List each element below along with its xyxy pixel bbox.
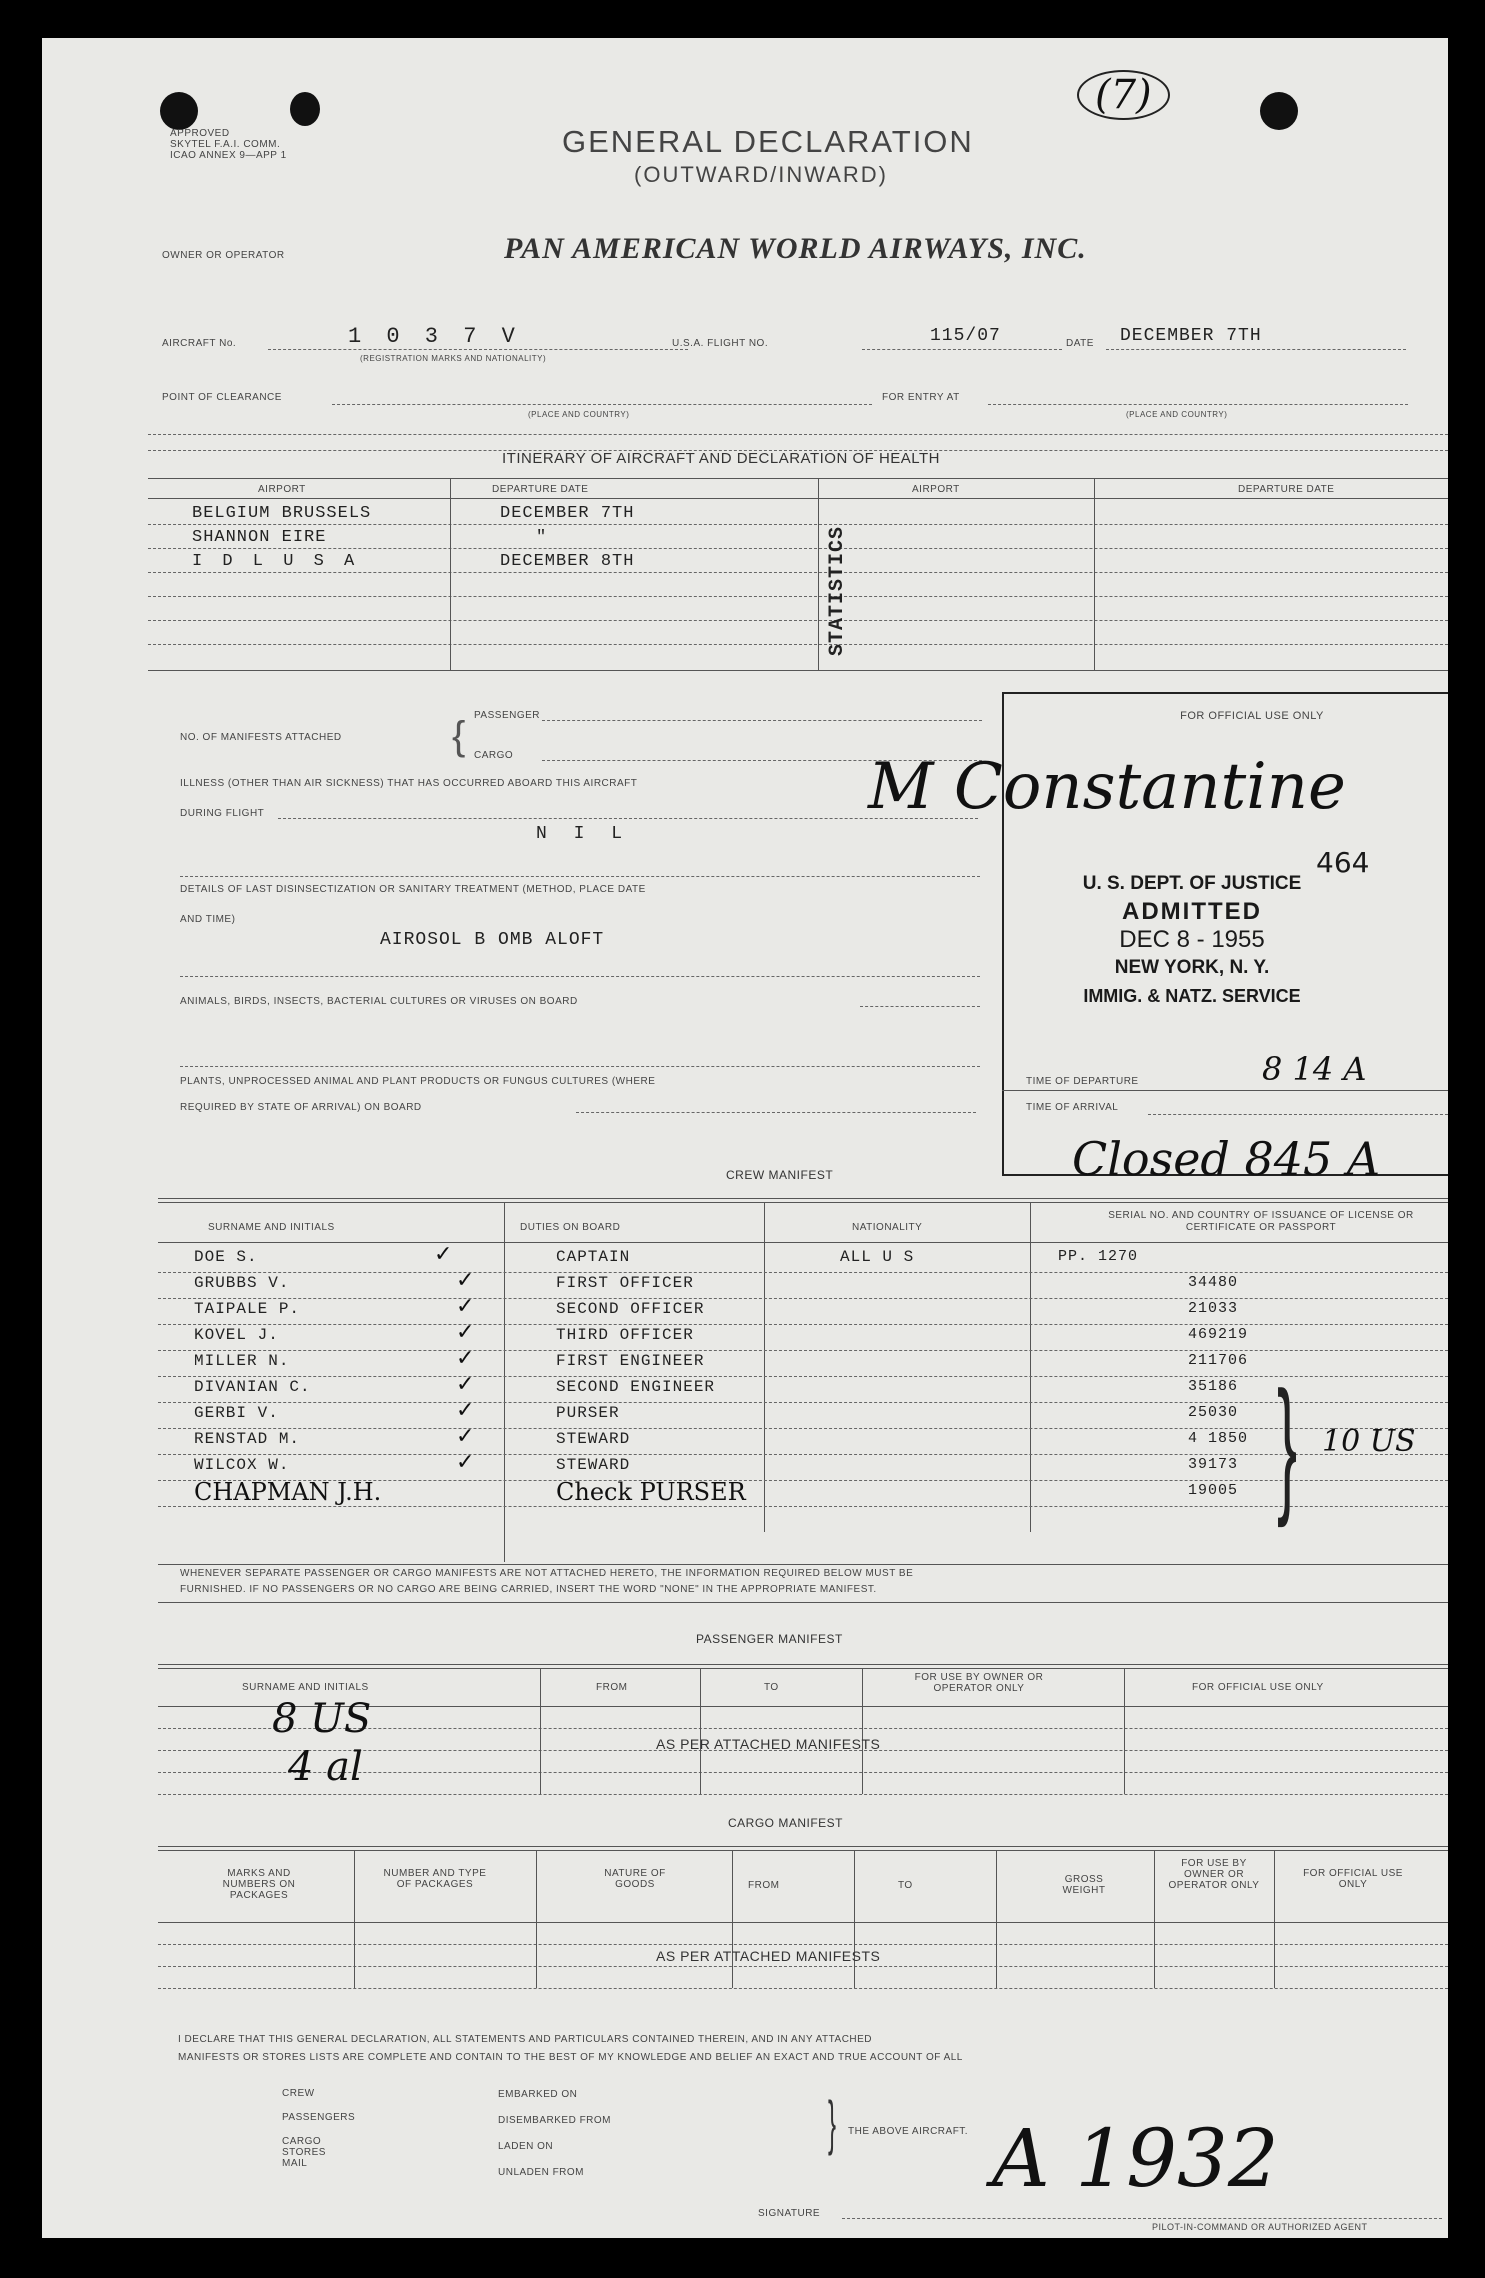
crew-serial: 469219 bbox=[1188, 1326, 1249, 1343]
pilot-signature: A 1932 bbox=[992, 2112, 1279, 2205]
itinerary-heading: ITINERARY OF AIRCRAFT AND DECLARATION OF HEALTH bbox=[502, 450, 941, 467]
declaration-left: CREW PASSENGERS CARGO STORES MAIL bbox=[282, 2088, 356, 2169]
statistics-stamp: STATISTICS bbox=[826, 525, 849, 656]
crew-name: TAIPALE P. bbox=[194, 1300, 301, 1318]
crew-name: DOE S. bbox=[194, 1248, 258, 1266]
crew-duty: STEWARD bbox=[556, 1456, 631, 1474]
official-use-label: FOR OFFICIAL USE ONLY bbox=[1180, 710, 1324, 722]
clearance-caption: (PLACE AND COUNTRY) bbox=[528, 410, 630, 419]
passenger-hand-1: 8 US bbox=[272, 1696, 372, 1742]
crew-serial: 35186 bbox=[1188, 1378, 1239, 1395]
departure-time-label: TIME OF DEPARTURE bbox=[1026, 1076, 1139, 1087]
passenger-col-official: FOR OFFICIAL USE ONLY bbox=[1192, 1682, 1324, 1693]
entry-caption: (PLACE AND COUNTRY) bbox=[1126, 410, 1228, 419]
clearance-label: POINT OF CLEARANCE bbox=[162, 392, 282, 403]
manifests-label: NO. OF MANIFESTS ATTACHED bbox=[180, 732, 342, 743]
aircraft-registration: 1 0 3 7 V bbox=[348, 324, 521, 349]
owner-label: OWNER OR OPERATOR bbox=[162, 250, 285, 261]
crew-note-2: FURNISHED. IF NO PASSENGERS OR NO CARGO ARE BEING CARRIED, INSERT THE WORD "NONE" IN THE APPROPRIATE MANIFEST. bbox=[180, 1584, 877, 1595]
cargo-col-number: NUMBER AND TYPE OF PACKAGES bbox=[383, 1868, 487, 1890]
stamp-number: 464 bbox=[1316, 846, 1370, 879]
illness-label: ILLNESS (OTHER THAN AIR SICKNESS) THAT HAS OCCURRED ABOARD THIS AIRCRAFT bbox=[180, 778, 638, 789]
passenger-attached: AS PER ATTACHED MANIFESTS bbox=[656, 1736, 881, 1752]
itinerary-date-1: DECEMBER 7TH bbox=[500, 504, 635, 523]
itinerary-col-airport: AIRPORT bbox=[258, 484, 306, 495]
crew-duty: FIRST ENGINEER bbox=[556, 1352, 705, 1370]
declaration-right: THE ABOVE AIRCRAFT. bbox=[848, 2126, 969, 2137]
check-mark-icon: ✓ bbox=[456, 1424, 475, 1449]
owner-value: PAN AMERICAN WORLD AIRWAYS, INC. bbox=[504, 232, 1087, 265]
passenger-heading: PASSENGER MANIFEST bbox=[696, 1632, 843, 1646]
crew-serial: 34480 bbox=[1188, 1274, 1239, 1291]
punch-hole bbox=[290, 92, 320, 126]
cargo-attached: AS PER ATTACHED MANIFESTS bbox=[656, 1948, 881, 1964]
manifest-passenger: PASSENGER bbox=[474, 710, 540, 721]
cargo-col-to: TO bbox=[898, 1880, 913, 1891]
flight-label: U.S.A. FLIGHT NO. bbox=[672, 338, 769, 349]
signature-label: SIGNATURE bbox=[758, 2208, 821, 2219]
crew-duty: Check PURSER bbox=[556, 1478, 746, 1506]
declaration-text-1: I DECLARE THAT THIS GENERAL DECLARATION, ALL STATEMENTS AND PARTICULARS CONTAINED THEREIN, AND IN ANY ATTACHED bbox=[178, 2034, 873, 2045]
crew-heading: CREW MANIFEST bbox=[726, 1168, 834, 1182]
page-title: GENERAL DECLARATION bbox=[562, 124, 974, 159]
itinerary-date-2: " bbox=[536, 528, 548, 547]
crew-duty: SECOND OFFICER bbox=[556, 1300, 705, 1318]
check-mark-icon: ✓ bbox=[456, 1346, 475, 1371]
crew-duty: PURSER bbox=[556, 1404, 620, 1422]
cargo-col-from: FROM bbox=[748, 1880, 780, 1891]
check-mark-icon: ✓ bbox=[456, 1450, 475, 1475]
cargo-col-owner: FOR USE BY OWNER OR OPERATOR ONLY bbox=[1168, 1858, 1260, 1891]
crew-name: GRUBBS V. bbox=[194, 1274, 290, 1292]
crew-note-1: WHENEVER SEPARATE PASSENGER OR CARGO MANIFESTS ARE NOT ATTACHED HERETO, THE INFORMATION REQUIRED BELOW MUST BE bbox=[180, 1568, 914, 1579]
crew-serial: 39173 bbox=[1188, 1456, 1239, 1473]
disinsection-label-2: AND TIME) bbox=[180, 914, 236, 925]
crew-name: KOVEL J. bbox=[194, 1326, 279, 1344]
page-subtitle: (OUTWARD/INWARD) bbox=[634, 162, 888, 187]
check-mark-icon: ✓ bbox=[434, 1242, 453, 1267]
declaration-form: APPROVED SKYTEL F.A.I. COMM. ICAO ANNEX 9—APP 1 GENERAL DECLARATION (OUTWARD/INWARD) (7) OWNER OR OPERATOR PAN AMERICAN WORLD AIRWAYS, INC. AIRCRAFT No. 1 0 3 7 V (REGISTRATION MARKS AND NATIONALITY) U.S.A. FLIGHT NO. 115/07 DATE DECEMBER 7TH POINT OF CLEARANCE FOR ENTRY AT (PLACE AND COUNTRY) (PLACE AND COUNTRY) ITINERARY OF AIRCRAFT AND DECLARATION OF HEALTH AIRPORT DEPARTURE DATE AIRPORT DEPARTURE DATE BELGIUM BRUSSELS SHANNON EIRE I D L U S A DECEMBER 7TH " DECEMBER 8TH STATISTICS FOR OFFICIAL USE ONLY M Constantine 464 U. S. DEPT. OF JUSTICE ADMITTED DEC 8 - 1955 NEW YORK, N. Y. IMMIG. & NATZ. SERVICE TIME OF DEPARTURE 8 14 A TIME OF ARRIVAL NO. OF MANIFESTS ATTACHED { PASSENGER CARGO ILLNESS (OTHER THAN AIR SICKNESS) THAT HAS OCCURRED ABOARD THIS AIRCRAFT DURING FLIGHT N I L DETAILS OF LAST DISINSECTIZATION OR SANITARY TREATMENT (METHOD, PLACE DATE AND TIME) AIROSOL B OMB ALOFT ANIMALS, BIRDS, INSECTS, BACTERIAL CULTURES OR VIRUSES ON BOARD PLANTS, UNPROCESSED ANIMAL AND PLANT PRODUCTS OR FUNGUS CULTURES (WHERE REQUIRED BY STATE OF ARRIVAL) ON BOARD CREW MANIFEST Closed 845 A SURNAME AND INITIALS DUTIES ON BOARD NATIONALITY SERIAL NO. AND COUNTRY OF ISSUANCE OF LICENSE OR CERTIFICATE OR PASSPORT DOE S. ✓ CAPTAIN ALL U S PP. 1270 GRUBBS V. ✓ FIRST OFFICER 34480 TAIPALE P. ✓ SECOND OFFICER 21033 KOVEL J. ✓ THIRD OFFICER 469219 MILLER N. ✓ FIRST ENGINEER 211706 DIVANIAN C. ✓ SECOND ENGINEER 35186 GERBI V. ✓ PURSER 25030 RENSTAD M. ✓ STEWARD 4 1850 WILCOX W. ✓ STEWARD 39173 CHAPMAN J.H. Check PURSER 19005 } 10 US WHENEVER SEPARATE PASSENGER OR CARGO MANIFESTS ARE NOT ATTACHED HERETO, THE INFORMATION REQUIRED BELOW MUST BE FURNISHED. IF NO PASSENGERS OR NO CARGO ARE BEING CARRIED, INSERT THE WORD "NONE" IN THE APPROPRIATE MANIFEST. PASSENGER MANIFEST SURNAME AND INITIALS FROM TO FOR USE BY OWNER OR OPERATOR ONLY FOR OFFICIAL USE ONLY AS PER ATTACHED MANIFESTS 8 US 4 al CARGO MANIFEST MARKS AND NUMBERS ON PACKAGES NUMBER AND TYPE OF PACKAGES NATURE OF GOODS FROM TO GROSS WEIGHT FOR USE BY OWNER OR OPERATOR ONLY FOR OFFICIAL USE ONLY AS PER ATTACHED MANIFESTS I DECLARE THAT THIS GENERAL DECLARATION, ALL STATEMENTS AND PARTICULARS CONTAINED THEREIN, AND IN ANY ATTACHED MANIFESTS OR STORES LISTS ARE COMPLETE AND CONTAIN TO THE BEST OF MY KNOWLEDGE AND BELIEF AN EXACT AND TRUE ACCOUNT OF ALL CREW PASSENGERS CARGO STORES MAIL EMBARKED ON DISEMBARKED FROM LADEN ON UNLADEN FROM } THE ABOVE AIRCRAFT. A 1932 SIGNATURE PILOT-IN-COMMAND OR AUTHORIZED AGENT bbox=[42, 38, 1448, 2238]
crew-name: CHAPMAN J.H. bbox=[194, 1478, 382, 1506]
date-label: DATE bbox=[1066, 338, 1094, 349]
passenger-hand-2: 4 al bbox=[288, 1744, 363, 1790]
crew-duty: CAPTAIN bbox=[556, 1248, 631, 1266]
plants-label: PLANTS, UNPROCESSED ANIMAL AND PLANT PRODUCTS OR FUNGUS CULTURES (WHERE bbox=[180, 1076, 656, 1087]
cargo-col-marks: MARKS AND NUMBERS ON PACKAGES bbox=[222, 1868, 296, 1901]
itinerary-airport-3: I D L U S A bbox=[192, 552, 360, 571]
passenger-col-name: SURNAME AND INITIALS bbox=[242, 1682, 369, 1693]
crew-duty: STEWARD bbox=[556, 1430, 631, 1448]
crew-nationality: ALL U S bbox=[840, 1248, 915, 1266]
declaration-text-2: MANIFESTS OR STORES LISTS ARE COMPLETE AND CONTAIN TO THE BEST OF MY KNOWLEDGE AND BELIEF AN EXACT AND TRUE ACCOUNT OF ALL bbox=[178, 2052, 963, 2063]
manifest-cargo: CARGO bbox=[474, 750, 514, 761]
itinerary-col-airport-2: AIRPORT bbox=[912, 484, 960, 495]
crew-brace-note: 10 US bbox=[1322, 1424, 1416, 1459]
crew-serial: 19005 bbox=[1188, 1482, 1239, 1499]
punch-hole bbox=[160, 92, 198, 130]
check-mark-icon: ✓ bbox=[456, 1320, 475, 1345]
flight-number: 115/07 bbox=[930, 326, 1001, 346]
crew-col-name: SURNAME AND INITIALS bbox=[208, 1222, 335, 1233]
check-mark-icon: ✓ bbox=[456, 1398, 475, 1423]
cargo-col-weight: GROSS WEIGHT bbox=[1062, 1874, 1106, 1896]
cargo-heading: CARGO MANIFEST bbox=[728, 1816, 844, 1830]
itinerary-col-departure: DEPARTURE DATE bbox=[492, 484, 589, 495]
check-mark-icon: ✓ bbox=[456, 1268, 475, 1293]
crew-duty: FIRST OFFICER bbox=[556, 1274, 694, 1292]
animals-label: ANIMALS, BIRDS, INSECTS, BACTERIAL CULTURES OR VIRUSES ON BOARD bbox=[180, 996, 578, 1007]
check-mark-icon: ✓ bbox=[456, 1294, 475, 1319]
form-reference: APPROVED SKYTEL F.A.I. COMM. ICAO ANNEX 9—APP 1 bbox=[170, 128, 287, 161]
crew-serial: 4 1850 bbox=[1188, 1430, 1249, 1447]
itinerary-date-3: DECEMBER 8TH bbox=[500, 552, 635, 571]
crew-duty: THIRD OFFICER bbox=[556, 1326, 694, 1344]
plants-label-2: REQUIRED BY STATE OF ARRIVAL) ON BOARD bbox=[180, 1102, 422, 1113]
passenger-col-from: FROM bbox=[596, 1682, 628, 1693]
signature-caption: PILOT-IN-COMMAND OR AUTHORIZED AGENT bbox=[1152, 2222, 1368, 2232]
crew-col-serial: SERIAL NO. AND COUNTRY OF ISSUANCE OF LICENSE OR CERTIFICATE OR PASSPORT bbox=[1108, 1210, 1414, 1233]
closed-note: Closed 845 A bbox=[1072, 1132, 1381, 1186]
entry-label: FOR ENTRY AT bbox=[882, 392, 960, 403]
illness-label-2: DURING FLIGHT bbox=[180, 808, 265, 819]
itinerary-airport-1: BELGIUM BRUSSELS bbox=[192, 504, 372, 523]
crew-name: GERBI V. bbox=[194, 1404, 279, 1422]
crew-serial: 211706 bbox=[1188, 1352, 1249, 1369]
crew-serial: 21033 bbox=[1188, 1300, 1239, 1317]
arrival-time-label: TIME OF ARRIVAL bbox=[1026, 1102, 1119, 1113]
cargo-col-nature: NATURE OF GOODS bbox=[604, 1868, 666, 1890]
crew-name: RENSTAD M. bbox=[194, 1430, 301, 1448]
officer-signature: M Constantine bbox=[868, 750, 1346, 824]
departure-time-value: 8 14 A bbox=[1262, 1050, 1367, 1088]
crew-name: DIVANIAN C. bbox=[194, 1378, 311, 1396]
crew-name: MILLER N. bbox=[194, 1352, 290, 1370]
itinerary-col-departure-2: DEPARTURE DATE bbox=[1238, 484, 1335, 495]
disinsection-label: DETAILS OF LAST DISINSECTIZATION OR SANITARY TREATMENT (METHOD, PLACE DATE bbox=[180, 884, 646, 895]
crew-name: WILCOX W. bbox=[194, 1456, 290, 1474]
punch-hole bbox=[1260, 92, 1298, 130]
crew-col-duties: DUTIES ON BOARD bbox=[520, 1222, 621, 1233]
aircraft-label: AIRCRAFT No. bbox=[162, 338, 237, 349]
flight-date: DECEMBER 7TH bbox=[1120, 326, 1262, 346]
registration-caption: (REGISTRATION MARKS AND NATIONALITY) bbox=[360, 354, 547, 363]
passenger-col-owner: FOR USE BY OWNER OR OPERATOR ONLY bbox=[914, 1672, 1044, 1694]
passenger-col-to: TO bbox=[764, 1682, 779, 1693]
admitted-stamp: U. S. DEPT. OF JUSTICE ADMITTED DEC 8 - 1955 NEW YORK, N. Y. IMMIG. & NATZ. SERVICE bbox=[1082, 873, 1302, 1006]
crew-col-nationality: NATIONALITY bbox=[852, 1222, 923, 1233]
illness-value: N I L bbox=[536, 824, 631, 844]
page-number-mark: (7) bbox=[1077, 70, 1170, 120]
check-mark-icon: ✓ bbox=[456, 1372, 475, 1397]
cargo-col-official: FOR OFFICIAL USE ONLY bbox=[1303, 1868, 1403, 1890]
crew-serial: PP. 1270 bbox=[1058, 1248, 1139, 1265]
itinerary-airport-2: SHANNON EIRE bbox=[192, 528, 327, 547]
declaration-middle: EMBARKED ON DISEMBARKED FROM LADEN ON UNLADEN FROM bbox=[498, 2089, 612, 2178]
crew-duty: SECOND ENGINEER bbox=[556, 1378, 716, 1396]
crew-serial: 25030 bbox=[1188, 1404, 1239, 1421]
disinsection-value: AIROSOL B OMB ALOFT bbox=[380, 930, 605, 950]
